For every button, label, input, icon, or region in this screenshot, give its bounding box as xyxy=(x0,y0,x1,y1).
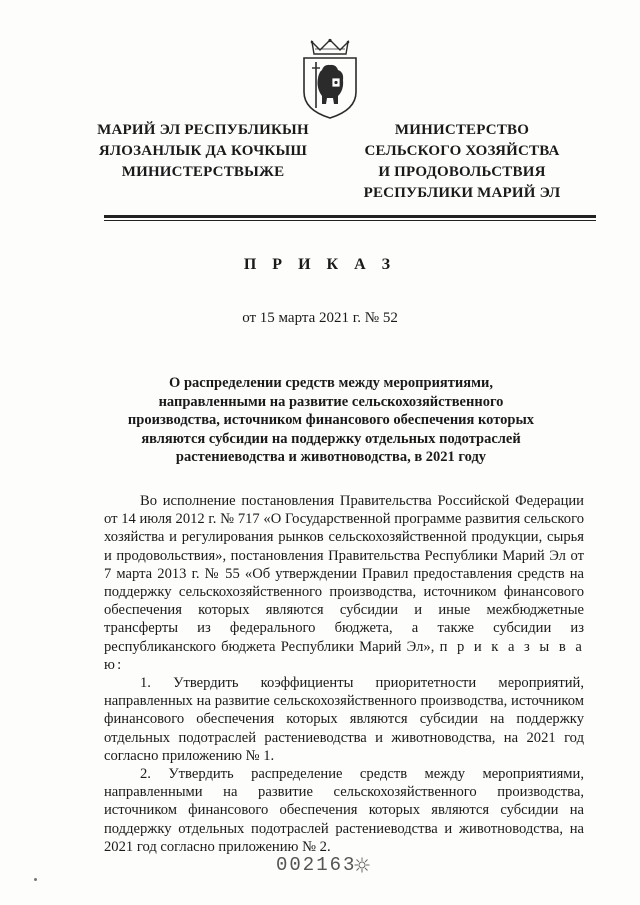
preamble-text: Во исполнение постановления Правительства Российской Федерации от 14 июля 2012 г. № 717 «О Государственной программе развития сельского хозяйства и регулирования рынков сельскохозяйственной продукции, сырья и продовольствия», постановления Правительства Республики Марий Эл от 7 марта 2013 г. № 55 «Об утверждении Правил предоставления средств на поддержку сельскохозяйственного производства, источником финансового обеспечения которых являются субсидии и иные межбюджетные трансферты из федерального бюджета, а также субсидии из республиканского бюджета Республики Марий Эл», xyxy=(104,493,584,655)
subject-line-2: направленными на развитие сельскохозяйственного xyxy=(158,393,504,410)
header-left-line-1: МАРИЙ ЭЛ РЕСПУБЛИКЫН xyxy=(97,122,309,138)
subject-line-1: О распределении средств между мероприятиями, xyxy=(169,375,493,391)
header-right-line-1: МИНИСТЕРСТВО xyxy=(394,122,530,138)
header-right-org xyxy=(340,120,584,204)
subject-line-4: являются субсидии на поддержку отдельных подотраслей xyxy=(141,430,521,447)
header-left-line-2: ЯЛОЗАНЛЫК ДА КОЧКЫШ xyxy=(98,143,308,159)
order-word: п р и к а з ы в а ю: xyxy=(104,638,584,673)
subject-line-3: производства, источником финансового обеспечения которых xyxy=(127,412,535,428)
paragraph-item-1: 1. Утвердить коэффициенты приоритетности мероприятий, направленных на развитие сельскохозяйственного производства, источником финансового обеспечения которых являются субсидии на поддержку отдельных подотраслей растениеводства и животноводства, на 2021 год согласно приложению № 1. xyxy=(104,675,584,764)
asterisk-stamp-icon xyxy=(354,857,370,873)
paragraph-preamble xyxy=(104,492,584,674)
header-left-org xyxy=(92,120,314,183)
header-divider-thin xyxy=(104,220,596,221)
margin-dot xyxy=(34,878,37,881)
document-subject xyxy=(118,374,544,467)
document-body xyxy=(104,492,584,856)
header-left-line-3: МИНИСТЕРСТВЫЖЕ xyxy=(121,164,285,180)
document-title: П Р И К А З xyxy=(243,256,397,273)
document-date-number: от 15 марта 2021 г. № 52 xyxy=(242,310,398,326)
header-right-line-2: СЕЛЬСКОГО ХОЗЯЙСТВА xyxy=(364,143,560,159)
coat-of-arms-icon xyxy=(298,38,362,120)
header-right-line-4: РЕСПУБЛИКИ МАРИЙ ЭЛ xyxy=(363,185,561,201)
header-right-line-3: И ПРОДОВОЛЬСТВИЯ xyxy=(378,164,546,180)
header-divider-thick xyxy=(104,215,596,218)
serial-number: 002163 xyxy=(276,854,357,876)
subject-line-5: растениеводства и животноводства, в 2021 году xyxy=(175,449,487,465)
paragraph-item-2: 2. Утвердить распределение средств между мероприятиями, направленными на развитие сельскохозяйственного производства, источником финансового обеспечения которых являются субсидии на поддержку отдельных подотраслей растениеводства и животноводства, на 2021 год согласно приложению № 2. xyxy=(104,766,584,855)
